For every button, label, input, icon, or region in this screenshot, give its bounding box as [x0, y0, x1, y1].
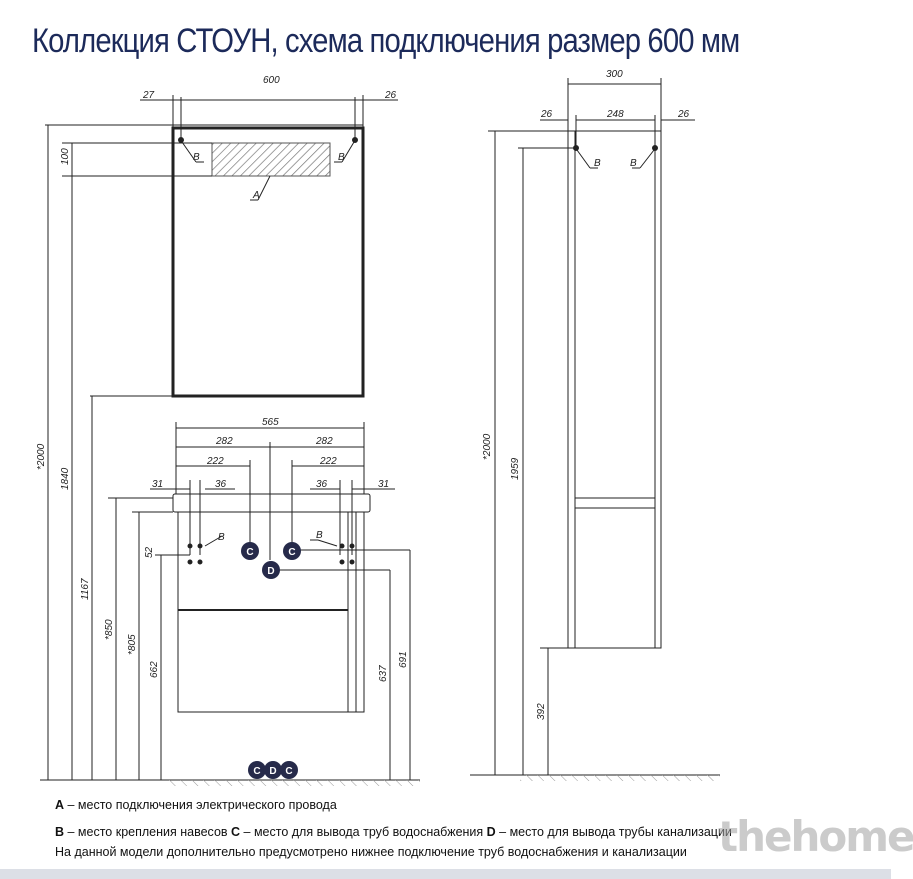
svg-text:1959: 1959	[510, 457, 521, 480]
bottom-bar	[0, 869, 891, 879]
connection-markers	[241, 542, 301, 779]
svg-text:*850: *850	[104, 619, 115, 640]
svg-text:C: C	[288, 547, 296, 558]
label-b: B	[338, 152, 345, 163]
svg-text:*805: *805	[127, 634, 138, 655]
label-b: B	[630, 158, 637, 169]
label-b: B	[193, 152, 200, 163]
svg-text:52: 52	[144, 546, 155, 558]
svg-text:26: 26	[678, 109, 690, 120]
watermark-logo: thehome	[718, 812, 913, 861]
svg-text:*2000: *2000	[482, 433, 493, 460]
svg-text:36: 36	[316, 479, 328, 490]
svg-text:691: 691	[398, 651, 409, 668]
column-cabinet	[568, 131, 661, 648]
light-area	[212, 143, 330, 176]
svg-text:637: 637	[378, 665, 389, 682]
svg-text:36: 36	[215, 479, 227, 490]
svg-text:D: D	[269, 766, 277, 777]
svg-text:C: C	[246, 547, 254, 558]
svg-text:27: 27	[143, 90, 155, 101]
svg-text:565: 565	[262, 417, 279, 428]
svg-text:248: 248	[607, 109, 624, 120]
svg-text:282: 282	[216, 436, 233, 447]
svg-text:100: 100	[60, 148, 71, 165]
label-b: B	[218, 532, 225, 543]
svg-text:1167: 1167	[80, 578, 91, 600]
svg-text:282: 282	[316, 436, 333, 447]
svg-text:C: C	[285, 766, 293, 777]
svg-text:662: 662	[149, 661, 160, 678]
svg-text:C: C	[253, 766, 261, 777]
label-a: A	[253, 190, 260, 201]
svg-text:600: 600	[263, 75, 280, 86]
vanity-body	[178, 512, 364, 712]
legend-line-bcd: В – место крепления навесов С – место для вывода труб водоснабжения D – место для вывода трубы канализации	[55, 825, 732, 839]
svg-text:26: 26	[385, 90, 397, 101]
svg-text:*2000: *2000	[36, 443, 47, 470]
svg-text:392: 392	[536, 703, 547, 720]
label-b: B	[594, 158, 601, 169]
label-b: B	[316, 530, 323, 541]
page-title: Коллекция СТОУН, схема подключения размер 600 мм	[32, 22, 740, 60]
svg-text:26: 26	[541, 109, 553, 120]
svg-text:222: 222	[320, 456, 337, 467]
svg-text:31: 31	[152, 479, 164, 490]
legend-line-a: А – место подключения электрического провода	[55, 798, 337, 812]
svg-text:300: 300	[606, 69, 623, 80]
svg-text:31: 31	[378, 479, 390, 490]
svg-text:1840: 1840	[60, 467, 71, 490]
legend-note: На данной модели дополнительно предусмотрено нижнее подключение труб водоснабжения и канализации	[55, 845, 687, 859]
svg-text:D: D	[267, 566, 275, 577]
svg-text:222: 222	[207, 456, 224, 467]
